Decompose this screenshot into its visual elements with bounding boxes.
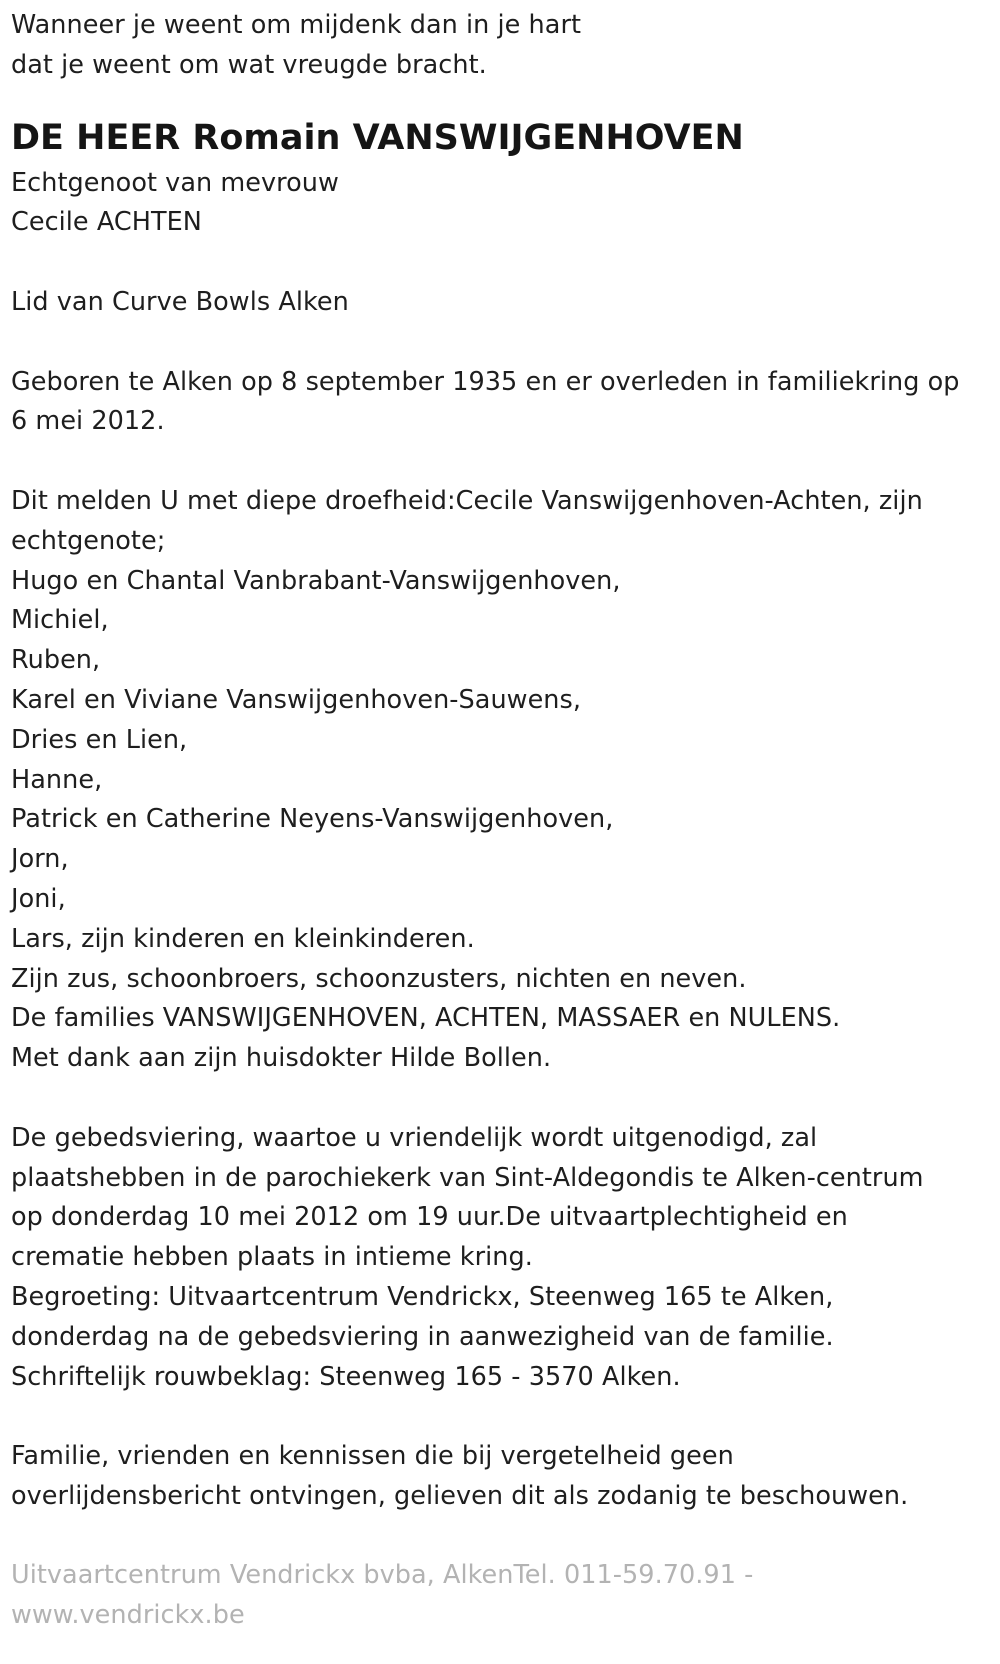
opening-verse bbox=[11, 6, 996, 86]
ceremony-line: Schriftelijk rouwbeklag: Steenweg 165 - 3570 Alken. bbox=[11, 1361, 681, 1392]
deceased-name-title: DE HEER Romain VANSWIJGENHOVEN bbox=[11, 117, 744, 158]
birth-death-line: 6 mei 2012. bbox=[11, 406, 165, 437]
ceremony-line: plaatshebben in de parochiekerk van Sint-Aldegondis te Alken-centrum bbox=[11, 1162, 924, 1193]
footer-website-link[interactable]: www.vendrickx.be bbox=[11, 1600, 245, 1631]
spouse-line: Echtgenoot van mevrouw bbox=[11, 167, 339, 198]
birth-death-section bbox=[11, 363, 996, 443]
paragraph-gap bbox=[11, 243, 996, 283]
footer-contact-line: Uitvaartcentrum Vendrickx bvba, AlkenTel. 011-59.70.91 - bbox=[11, 1560, 754, 1591]
family-line: Hugo en Chantal Vanbrabant-Vanswijgenhoven, bbox=[11, 565, 621, 596]
family-line: Ruben, bbox=[11, 645, 101, 676]
funeral-home-footer bbox=[11, 1556, 996, 1636]
verse-line: Wanneer je weent om mijdenk dan in je hart bbox=[11, 10, 582, 40]
paragraph-gap bbox=[11, 442, 996, 482]
ceremony-line: crematie hebben plaats in intieme kring. bbox=[11, 1242, 533, 1273]
family-line: Lars, zijn kinderen en kleinkinderen. bbox=[11, 923, 475, 954]
family-line: Patrick en Catherine Neyens-Vanswijgenhoven, bbox=[11, 804, 614, 835]
family-section bbox=[11, 482, 996, 1079]
ceremony-line: donderdag na de gebedsviering in aanwezigheid van de familie. bbox=[11, 1321, 834, 1352]
family-line: Joni, bbox=[11, 883, 66, 914]
spouse-name: Cecile ACHTEN bbox=[11, 207, 202, 238]
family-line: Karel en Viviane Vanswijgenhoven-Sauwens, bbox=[11, 684, 582, 715]
verse-line: dat je weent om wat vreugde bracht. bbox=[11, 49, 487, 80]
obituary-document bbox=[11, 6, 996, 1636]
family-line: De families VANSWIJGENHOVEN, ACHTEN, MASSAER en NULENS. bbox=[11, 1003, 841, 1034]
family-line: Zijn zus, schoonbroers, schoonzusters, nichten en neven. bbox=[11, 963, 747, 994]
paragraph-gap bbox=[11, 1517, 996, 1557]
paragraph-gap bbox=[11, 1397, 996, 1437]
birth-death-line: Geboren te Alken op 8 september 1935 en er overleden in familiekring op bbox=[11, 366, 960, 397]
family-line: Hanne, bbox=[11, 764, 103, 795]
family-line: Michiel, bbox=[11, 605, 109, 636]
spouse-section bbox=[11, 164, 996, 244]
closing-note-line: Familie, vrienden en kennissen die bij vergetelheid geen bbox=[11, 1441, 734, 1472]
ceremony-line: op donderdag 10 mei 2012 om 19 uur.De uitvaartplechtigheid en bbox=[11, 1202, 848, 1233]
ceremony-line: Begroeting: Uitvaartcentrum Vendrickx, Steenweg 165 te Alken, bbox=[11, 1281, 834, 1312]
family-line: Jorn, bbox=[11, 844, 69, 875]
paragraph-gap bbox=[11, 1079, 996, 1119]
ceremony-section bbox=[11, 1119, 996, 1398]
closing-note-line: overlijdensbericht ontvingen, gelieven dit als zodanig te beschouwen. bbox=[11, 1480, 909, 1511]
family-line: Met dank aan zijn huisdokter Hilde Bollen. bbox=[11, 1043, 552, 1074]
closing-note-section bbox=[11, 1437, 996, 1517]
ceremony-line: De gebedsviering, waartoe u vriendelijk wordt uitgenodigd, zal bbox=[11, 1122, 818, 1153]
family-line: echtgenote; bbox=[11, 525, 166, 556]
paragraph-gap bbox=[11, 323, 996, 363]
membership-line: Lid van Curve Bowls Alken bbox=[11, 286, 349, 317]
family-line: Dries en Lien, bbox=[11, 724, 188, 755]
family-line: Dit melden U met diepe droefheid:Cecile Vanswijgenhoven-Achten, zijn bbox=[11, 485, 923, 516]
